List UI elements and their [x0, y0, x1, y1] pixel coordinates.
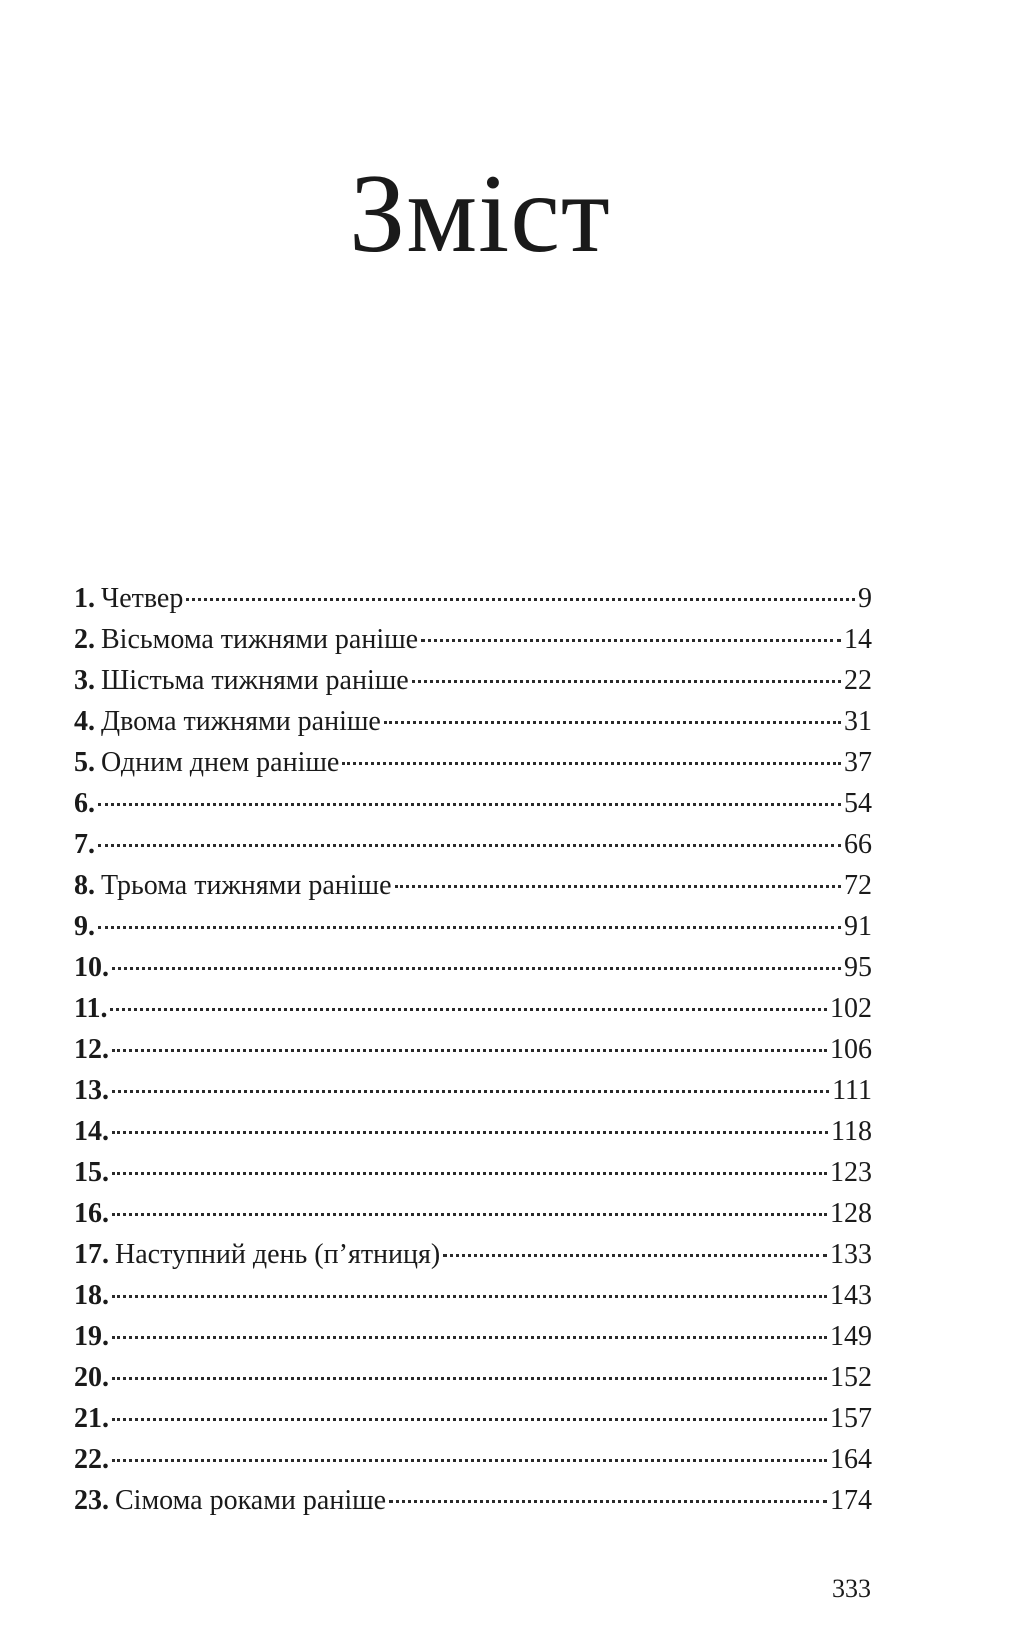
toc-entry-number: 2. [74, 624, 95, 655]
toc-entry-number: 18. [74, 1280, 109, 1311]
toc-dot-leader [112, 967, 841, 970]
toc-entry-page: 72 [844, 870, 872, 901]
toc-dot-leader [112, 1418, 827, 1421]
toc-entry-page: 152 [830, 1362, 872, 1393]
toc-entry[interactable] [74, 742, 872, 783]
toc-dot-leader [112, 1131, 828, 1134]
toc-dot-leader [395, 885, 841, 888]
toc-entry[interactable] [74, 947, 872, 988]
toc-entry-page: 14 [844, 624, 872, 655]
toc-entry-page: 37 [844, 747, 872, 778]
toc-entry-page: 106 [830, 1034, 872, 1065]
toc-entry-page: 164 [830, 1444, 872, 1475]
toc-entry-number: 14. [74, 1116, 109, 1147]
toc-entry-title: Четвер [101, 583, 184, 614]
toc-entry-page: 149 [830, 1321, 872, 1352]
toc-entry-number: 22. [74, 1444, 109, 1475]
toc-entry-number: 7. [74, 829, 95, 860]
toc-dot-leader [112, 1295, 827, 1298]
toc-dot-leader [98, 844, 841, 847]
toc-dot-leader [342, 762, 841, 765]
toc-entry[interactable] [74, 1480, 872, 1521]
toc-entry-page: 174 [830, 1485, 872, 1516]
toc-dot-leader [112, 1049, 827, 1052]
toc-entry[interactable] [74, 1398, 872, 1439]
toc-entry-number: 13. [74, 1075, 109, 1106]
toc-entry-page: 102 [830, 993, 872, 1024]
toc-entry[interactable] [74, 1439, 872, 1480]
toc-entry-number: 20. [74, 1362, 109, 1393]
toc-entry-title: Сімома роками раніше [115, 1485, 387, 1516]
toc-entry[interactable] [74, 1316, 872, 1357]
toc-entry-number: 1. [74, 583, 95, 614]
page-number: 333 [832, 1574, 871, 1603]
toc-dot-leader [110, 1008, 827, 1011]
toc-dot-leader [98, 803, 841, 806]
table-of-contents [74, 578, 872, 1521]
toc-entry-title: Шістьма тижнями раніше [101, 665, 409, 696]
toc-entry-number: 8. [74, 870, 95, 901]
toc-entry-page: 95 [844, 952, 872, 983]
toc-entry-page: 133 [830, 1239, 872, 1270]
toc-dot-leader [186, 598, 855, 601]
toc-entry-page: 128 [830, 1198, 872, 1229]
toc-entry[interactable] [74, 701, 872, 742]
toc-dot-leader [112, 1336, 827, 1339]
page-title: Зміст [349, 152, 611, 276]
toc-dot-leader [112, 1213, 827, 1216]
toc-entry-number: 10. [74, 952, 109, 983]
toc-entry-number: 4. [74, 706, 95, 737]
toc-dot-leader [112, 1459, 827, 1462]
toc-entry[interactable] [74, 1234, 872, 1275]
toc-entry-page: 123 [830, 1157, 872, 1188]
toc-entry[interactable] [74, 824, 872, 865]
toc-entry-title: Одним днем раніше [101, 747, 340, 778]
toc-dot-leader [112, 1377, 827, 1380]
toc-dot-leader [421, 639, 841, 642]
toc-entry[interactable] [74, 1111, 872, 1152]
toc-entry-title: Наступний день (п’ятниця) [115, 1239, 441, 1270]
toc-entry[interactable] [74, 1070, 872, 1111]
toc-entry-title: Двома тижнями раніше [101, 706, 381, 737]
toc-entry[interactable] [74, 619, 872, 660]
toc-entry[interactable] [74, 578, 872, 619]
toc-entry-page: 157 [830, 1403, 872, 1434]
toc-entry-page: 118 [831, 1116, 872, 1147]
toc-dot-leader [112, 1090, 829, 1093]
toc-entry[interactable] [74, 1275, 872, 1316]
toc-entry-number: 16. [74, 1198, 109, 1229]
toc-entry[interactable] [74, 1029, 872, 1070]
toc-entry-title: Трьома тижнями раніше [101, 870, 392, 901]
toc-entry-page: 91 [844, 911, 872, 942]
toc-dot-leader [389, 1500, 827, 1503]
toc-entry[interactable] [74, 1152, 872, 1193]
toc-entry[interactable] [74, 865, 872, 906]
toc-entry-number: 15. [74, 1157, 109, 1188]
toc-entry-number: 23. [74, 1485, 109, 1516]
toc-entry-number: 11. [74, 993, 108, 1024]
toc-entry-number: 3. [74, 665, 95, 696]
toc-dot-leader [98, 926, 841, 929]
toc-entry[interactable] [74, 906, 872, 947]
toc-entry[interactable] [74, 988, 872, 1029]
toc-entry[interactable] [74, 1357, 872, 1398]
toc-entry-title: Вісьмома тижнями раніше [101, 624, 419, 655]
toc-entry-page: 31 [844, 706, 872, 737]
toc-entry-number: 12. [74, 1034, 109, 1065]
toc-entry-number: 17. [74, 1239, 109, 1270]
toc-entry-number: 9. [74, 911, 95, 942]
toc-entry-number: 19. [74, 1321, 109, 1352]
toc-entry-page: 9 [858, 583, 872, 614]
toc-entry-page: 111 [832, 1075, 872, 1106]
toc-entry-page: 66 [844, 829, 872, 860]
toc-entry-page: 54 [844, 788, 872, 819]
toc-entry-number: 21. [74, 1403, 109, 1434]
toc-dot-leader [384, 721, 841, 724]
toc-entry[interactable] [74, 783, 872, 824]
toc-entry-page: 143 [830, 1280, 872, 1311]
toc-entry[interactable] [74, 1193, 872, 1234]
toc-entry-number: 5. [74, 747, 95, 778]
toc-entry-page: 22 [844, 665, 872, 696]
toc-dot-leader [443, 1254, 827, 1257]
toc-entry-number: 6. [74, 788, 95, 819]
toc-entry[interactable] [74, 660, 872, 701]
toc-dot-leader [412, 680, 841, 683]
toc-dot-leader [112, 1172, 827, 1175]
